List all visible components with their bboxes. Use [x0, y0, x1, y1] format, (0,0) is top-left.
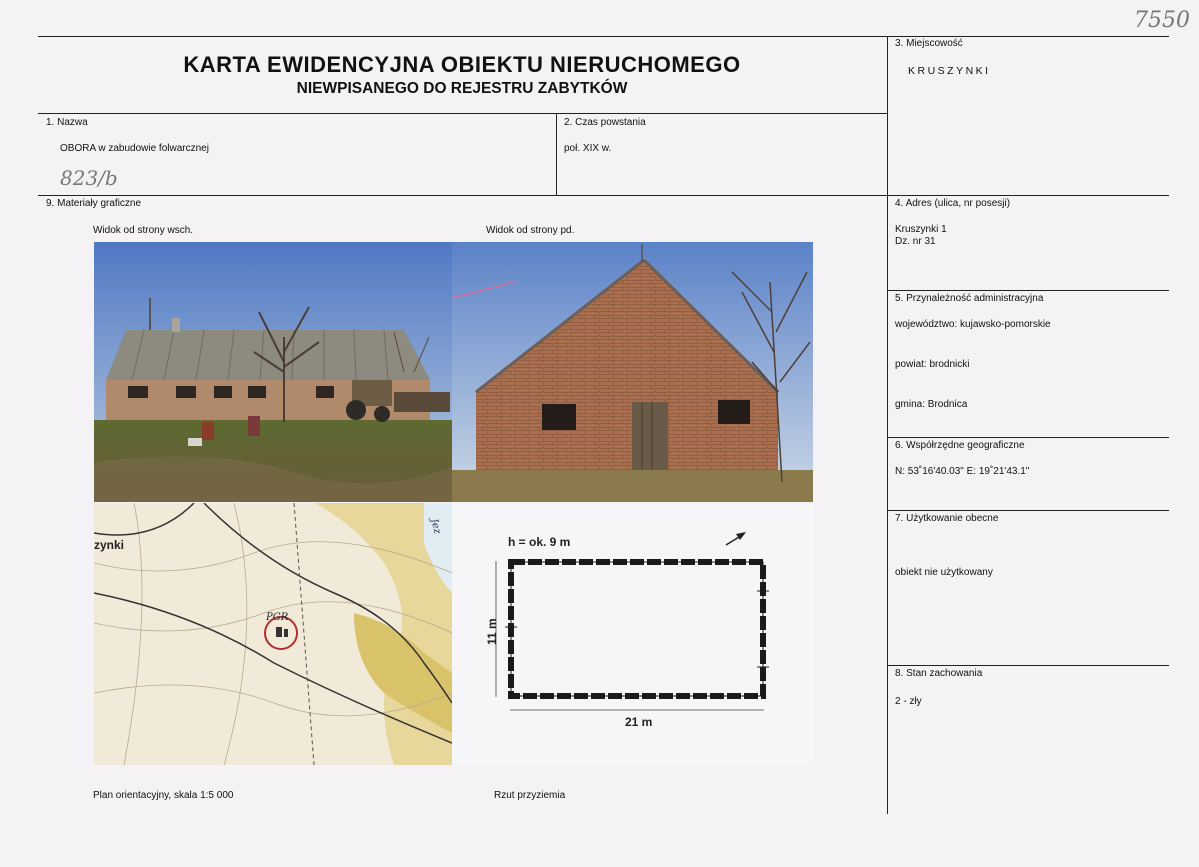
map-label-lake: Jez — [428, 517, 443, 536]
archive-number: 7550 — [1134, 8, 1190, 33]
rule-7 — [887, 510, 1169, 511]
adres-line1: Kruszynki 1 — [895, 224, 947, 235]
name-divider — [556, 113, 557, 195]
przynaleznosc-label: 5. Przynależność administracyjna — [895, 293, 1044, 304]
gmina-value: gmina: Brodnica — [895, 399, 968, 410]
card-subtitle: NIEWPISANEGO DO REJESTRU ZABYTKÓW — [296, 80, 628, 97]
floor-plan — [452, 503, 813, 765]
nazwa-label: 1. Nazwa — [46, 117, 88, 128]
wspolrzedne-label: 6. Współrzędne geograficzne — [895, 440, 1025, 451]
name-bottom-rule — [38, 195, 1169, 196]
wojewodztwo-value: województwo: kujawsko-pomorskie — [895, 319, 1051, 330]
main-divider — [887, 36, 888, 814]
map-label-village: zynki — [94, 538, 125, 552]
caption-east: Widok od strony wsch. — [93, 225, 194, 236]
miejscowosc-value: KRUSZYNKI — [908, 65, 991, 77]
miejscowosc-label: 3. Miejscowość — [895, 38, 963, 49]
rule-6 — [887, 437, 1169, 438]
rzut-width-label: 21 m — [625, 715, 653, 729]
orientation-map — [94, 503, 452, 765]
rzut-height-label: h = ok. 9 m — [508, 535, 571, 549]
rule-8 — [887, 665, 1169, 666]
photo-east-view — [94, 242, 452, 502]
stan-value: 2 - zły — [895, 696, 922, 707]
card-title: KARTA EWIDENCYJNA OBIEKTU NIERUCHOMEGO — [183, 52, 741, 77]
rule-5 — [887, 290, 1169, 291]
map-label-pgr: PGR — [266, 612, 289, 623]
north-arrow-icon — [726, 532, 746, 545]
adres-line2: Dz. nr 31 — [895, 236, 936, 247]
wspolrzedne-value: N: 53˚16'40.03" E: 19˚21'43.1" — [895, 466, 1030, 477]
nazwa-handwritten: 823/b — [60, 166, 118, 190]
czas-label: 2. Czas powstania — [564, 117, 646, 128]
caption-plan: Plan orientacyjny, skala 1:5 000 — [93, 790, 234, 801]
graphics-label: 9. Materiały graficzne — [46, 198, 142, 209]
title-bottom-rule — [38, 113, 887, 114]
uzytkowanie-label: 7. Użytkowanie obecne — [895, 513, 999, 524]
caption-rzut: Rzut przyziemia — [494, 790, 566, 801]
uzytkowanie-value: obiekt nie użytkowany — [895, 567, 993, 578]
czas-value: poł. XIX w. — [564, 143, 612, 154]
stan-label: 8. Stan zachowania — [895, 668, 983, 679]
adres-label: 4. Adres (ulica, nr posesji) — [895, 198, 1011, 209]
top-rule — [38, 36, 1169, 37]
nazwa-value: OBORA w zabudowie folwarcznej — [60, 143, 209, 154]
rzut-depth-label: 11 m — [485, 618, 499, 645]
powiat-value: powiat: brodnicki — [895, 359, 970, 370]
caption-south: Widok od strony pd. — [486, 225, 575, 236]
photo-south-view — [452, 242, 813, 502]
